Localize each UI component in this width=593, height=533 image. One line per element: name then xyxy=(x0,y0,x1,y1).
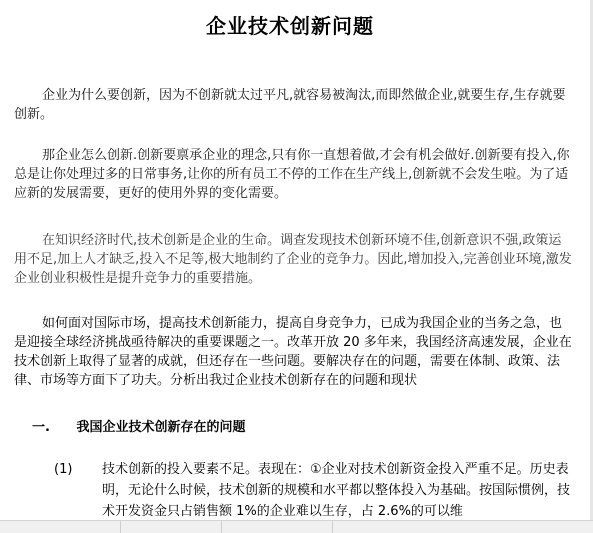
paragraph-2: 那企业怎么创新.创新要禀承企业的理念,只有你一直想着做,才会有机会做好.创新要有投入,你总是让你处理过多的日常事务,让你的所有员工不停的工作在生产线上,创新就不会发生啦。为了适应新的发展需要，更好的使用外界的变化需要。 xyxy=(14,148,570,201)
section-number: 一. xyxy=(32,420,50,435)
paragraph-3: 在知识经济时代,技术创新是企业的生命。调查发现技术创新环境不佳,创新意识不强,政策运用不足,加上人才缺乏,投入不足等,极大地制约了企业的竞争力。因此,增加投入,完善创业环境,激发企业创业积极性是提升竞争力的重要措施。 xyxy=(14,233,572,286)
paragraph-1: 企业为什么要创新，因为不创新就太过平凡,就容易被淘汰,而即然做企业,就要生存,生存就要创新。 xyxy=(14,88,566,122)
status-bar xyxy=(0,520,593,533)
list-item-number: (1) xyxy=(54,462,73,477)
status-bar-segment xyxy=(222,521,333,533)
section-heading xyxy=(32,416,246,435)
section-title: 我国企业技术创新存在的问题 xyxy=(76,420,246,435)
status-bar-segment xyxy=(0,521,121,533)
document-title: 企业技术创新问题 xyxy=(206,14,374,38)
status-bar-segment xyxy=(121,521,222,533)
paragraph-4: 如何面对国际市场，提高技术创新能力，提高自身竞争力，已成为我国企业的当务之急，也是迎接全球经济挑战亟待解决的重要课题之一。改革开放 20 多年来，我国经济高速发展，企业在技术创新上取得了显著的成就，但还存在一些问题。要解决存在的问题，需要在体制、政策、法律、市场等方面下了功夫。分析出我过企业技术创新存在的问题和现状 xyxy=(14,316,572,388)
list-item-text: 技术创新的投入要素不足。表现在：①企业对技术创新资金投入严重不足。历史表明，无论什么时候，技术创新的规模和水平都以整体投入为基础。按国际惯例，技术开发资金只占销售额 1%的企业难以生存，占 2.6%的可以维 xyxy=(102,462,571,519)
